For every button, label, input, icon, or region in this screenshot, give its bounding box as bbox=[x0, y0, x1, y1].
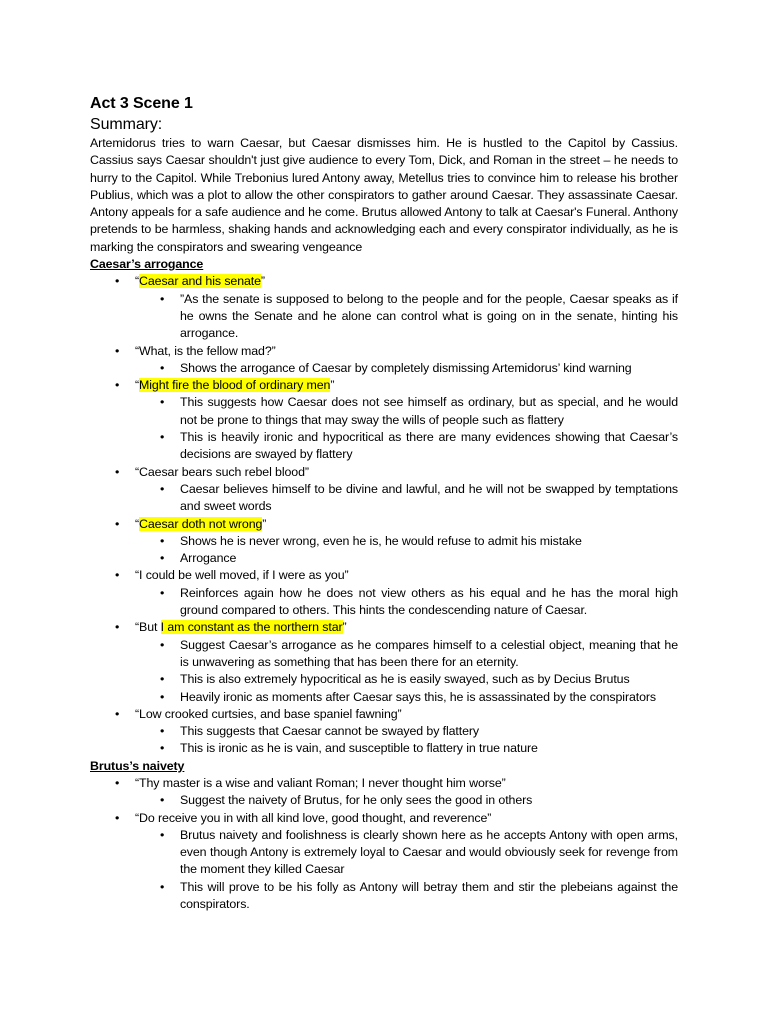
analysis-text: ”As the senate is supposed to belong to the people and for the people, Caesar speaks as if he owns the Senate and he alone can control what is going on in the senate, hinting his arrogance. bbox=[180, 291, 678, 341]
summary-paragraph bbox=[90, 135, 678, 256]
quote-item bbox=[90, 567, 678, 619]
analysis-item bbox=[135, 879, 678, 914]
bullet-icon: • bbox=[160, 430, 165, 445]
section-heading: Brutus’s naivety bbox=[90, 758, 185, 773]
quote-item bbox=[90, 273, 678, 342]
analysis-item bbox=[135, 792, 678, 809]
bullet-icon: • bbox=[115, 810, 120, 825]
bullet-icon: • bbox=[115, 620, 120, 635]
analysis-list bbox=[135, 723, 678, 758]
bullet-icon: • bbox=[160, 481, 165, 496]
quote-item bbox=[90, 516, 678, 568]
analysis-list bbox=[135, 394, 678, 463]
analysis-text: This is ironic as he is vain, and susceptible to flattery in true nature bbox=[180, 741, 538, 756]
analysis-item bbox=[135, 827, 678, 879]
quote-item bbox=[90, 377, 678, 463]
analysis-text: This suggests how Caesar does not see himself as ordinary, but as special, and he would not be prone to things that may sway the wills of people such as flattery bbox=[180, 395, 678, 427]
quote-highlight: Might fire the blood of ordinary men bbox=[139, 378, 331, 393]
analysis-text: Caesar believes himself to be divine and lawful, and he will not be swapped by temptations and sweet words bbox=[180, 481, 678, 514]
analysis-text: This is heavily ironic and hypocritical as there are many evidences showing that Caesar’s decisions are swayed by flattery bbox=[180, 430, 678, 462]
bullet-icon: • bbox=[115, 464, 120, 479]
analysis-item bbox=[135, 637, 678, 672]
quote-item bbox=[90, 464, 678, 516]
analysis-item bbox=[135, 723, 678, 740]
quote-text: “ bbox=[135, 274, 140, 289]
analysis-item bbox=[135, 689, 678, 706]
quote-text: “Low crooked curtsies, and base spaniel fawning” bbox=[135, 706, 402, 721]
analysis-item bbox=[135, 550, 678, 567]
bullet-icon: • bbox=[160, 793, 165, 808]
notes-sections bbox=[90, 256, 678, 913]
bullet-icon: • bbox=[115, 378, 120, 393]
summary-heading: Summary: bbox=[90, 116, 163, 133]
bullet-icon: • bbox=[160, 551, 165, 566]
bullet-icon: • bbox=[115, 274, 120, 289]
quote-text-end: ” bbox=[342, 620, 347, 635]
quote-list bbox=[90, 273, 678, 757]
quote-text-end: ” bbox=[330, 378, 335, 393]
quote-text: “What, is the fellow mad?” bbox=[135, 343, 276, 358]
quote-text-end: ” bbox=[262, 516, 267, 531]
bullet-icon: • bbox=[160, 395, 165, 410]
quote-highlight: I am constant as the northern star bbox=[160, 620, 343, 635]
bullet-icon: • bbox=[115, 516, 120, 531]
analysis-text: This is also extremely hypocritical as he is easily swayed, such as by Decius Brutus bbox=[180, 672, 630, 687]
quote-highlight: Caesar doth not wrong bbox=[139, 516, 263, 531]
analysis-list bbox=[135, 827, 678, 913]
bullet-icon: • bbox=[160, 360, 165, 375]
bullet-icon: • bbox=[115, 568, 120, 583]
quote-text: “Thy master is a wise and valiant Roman; I never thought him worse” bbox=[135, 775, 506, 790]
summary-lead: Artemidorus tries to warn Caesar, but Caesar dismisses him. bbox=[90, 136, 440, 150]
bullet-icon: • bbox=[160, 724, 165, 739]
analysis-text: Brutus naivety and foolishness is clearly shown here as he accepts Antony with open arms, even though Antony is extremely loyal to Caesar and would obviously seek for revenge from the moment they killed Caesar bbox=[180, 827, 678, 877]
analysis-item bbox=[135, 481, 678, 516]
quote-text: “Caesar bears such rebel blood” bbox=[135, 464, 309, 479]
bullet-icon: • bbox=[160, 533, 165, 548]
quote-list bbox=[90, 775, 678, 913]
quote-text: “I could be well moved, if I were as you” bbox=[135, 568, 349, 583]
quote-highlight: Caesar and his senate bbox=[139, 274, 261, 289]
analysis-item bbox=[135, 585, 678, 620]
quote-text: “ bbox=[135, 378, 140, 393]
bullet-icon: • bbox=[115, 706, 120, 721]
analysis-item bbox=[135, 533, 678, 550]
analysis-list bbox=[135, 533, 678, 568]
quote-item bbox=[90, 619, 678, 705]
analysis-text: Reinforces again how he does not view others as his equal and he has the moral high ground compared to others. This hints the condescending nature of Caesar. bbox=[180, 585, 678, 618]
analysis-text: Arrogance bbox=[180, 551, 237, 566]
bullet-icon: • bbox=[160, 637, 165, 652]
summary-rest: He is hustled to the Capitol by Cassius. Cassius says Caesar shouldn't just give audience to every Tom, Dick, and Roman in the street – he needs to hurry to the Capitol. While Trebonius lured Antony away, Metellus tries to convince him to release his brother Publius, which was a plot to allow the other conspirators to gather around Caesar. They assassinate Caesar. Antony appeals for a safe audience and he come. Brutus allowed Antony to talk at Caesar's Funeral. Anthony pretends to be harmless, shaking hands and acknowledging each and every conspirator individually, as he is marking the conspirators and swearing vengeance bbox=[90, 136, 678, 254]
document-page bbox=[90, 94, 678, 913]
analysis-list bbox=[135, 291, 678, 343]
section-heading: Caesar’s arrogance bbox=[90, 257, 204, 272]
quote-item bbox=[90, 810, 678, 914]
bullet-icon: • bbox=[160, 291, 165, 306]
analysis-list bbox=[135, 585, 678, 620]
quote-text: “But bbox=[135, 620, 161, 635]
analysis-list bbox=[135, 637, 678, 706]
bullet-icon: • bbox=[160, 672, 165, 687]
analysis-text: Heavily ironic as moments after Caesar says this, he is assassinated by the conspirators bbox=[180, 689, 657, 704]
quote-item bbox=[90, 706, 678, 758]
analysis-text: Suggest Caesar’s arrogance as he compares himself to a celestial object, meaning that he is unwavering as something that has been there for an eternity. bbox=[180, 637, 678, 669]
analysis-text: Suggest the naivety of Brutus, for he only sees the good in others bbox=[180, 793, 533, 808]
bullet-icon: • bbox=[160, 689, 165, 704]
analysis-list bbox=[135, 792, 678, 809]
analysis-item bbox=[135, 360, 678, 377]
bullet-icon: • bbox=[115, 343, 120, 358]
bullet-icon: • bbox=[160, 827, 165, 842]
quote-text: “Do receive you in with all kind love, good thought, and reverence” bbox=[135, 810, 492, 825]
analysis-list bbox=[135, 360, 678, 377]
analysis-text: This will prove to be his folly as Antony will betray them and stir the plebeians against the conspirators. bbox=[180, 879, 678, 912]
quote-item bbox=[90, 343, 678, 378]
analysis-list bbox=[135, 481, 678, 516]
analysis-item bbox=[135, 291, 678, 343]
bullet-icon: • bbox=[115, 775, 120, 790]
analysis-item bbox=[135, 671, 678, 688]
analysis-item bbox=[135, 429, 678, 464]
quote-item bbox=[90, 775, 678, 810]
analysis-text: Shows the arrogance of Caesar by completely dismissing Artemidorus’ kind warning bbox=[180, 360, 632, 375]
bullet-icon: • bbox=[160, 879, 165, 894]
analysis-text: This suggests that Caesar cannot be swayed by flattery bbox=[180, 724, 480, 739]
bullet-icon: • bbox=[160, 741, 165, 756]
document-title: Act 3 Scene 1 bbox=[90, 95, 193, 112]
quote-text-end: ” bbox=[260, 274, 265, 289]
analysis-item bbox=[135, 740, 678, 757]
bullet-icon: • bbox=[160, 585, 165, 600]
analysis-text: Shows he is never wrong, even he is, he would refuse to admit his mistake bbox=[180, 533, 582, 548]
quote-text: “ bbox=[135, 516, 140, 531]
analysis-item bbox=[135, 394, 678, 429]
